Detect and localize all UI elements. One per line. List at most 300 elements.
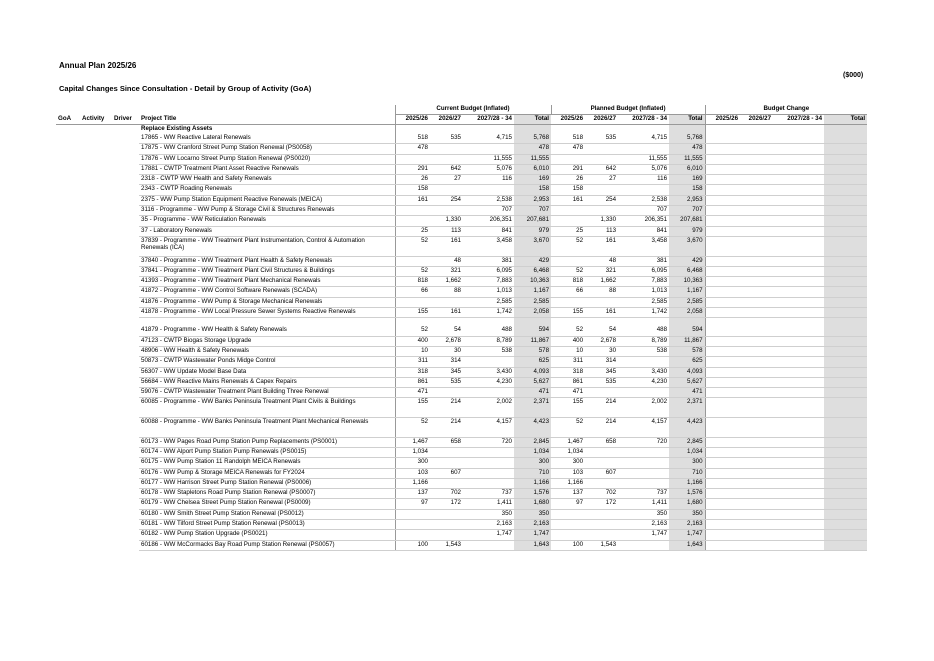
driver-cell (112, 277, 139, 287)
current-y1-cell: 1,166 (395, 478, 430, 488)
change-y1-cell (705, 530, 740, 540)
planned-y1-cell (551, 154, 585, 164)
change-y1-cell (705, 266, 740, 276)
change-y3-cell (773, 308, 824, 318)
change-y2-cell (740, 489, 773, 499)
planned-y3-cell: 6,095 (618, 266, 669, 276)
change-total-cell (824, 175, 867, 185)
report-subtitle: Capital Changes Since Consultation - Detail by Group of Activity (GoA) (59, 84, 312, 93)
change-y1-cell (705, 336, 740, 346)
driver-cell (112, 398, 139, 418)
col-project-title: Project Title (139, 115, 395, 125)
activity-cell (80, 256, 112, 266)
planned-total-cell: 429 (669, 256, 705, 266)
goa-cell (56, 185, 80, 195)
current-y3-cell: 2,163 (463, 519, 514, 529)
planned-total-cell: 2,953 (669, 195, 705, 205)
current-y3-cell: 6,095 (463, 266, 514, 276)
planned-total-cell: 1,034 (669, 447, 705, 457)
current-y1-cell: 25 (395, 226, 430, 236)
current-y2-cell: 1,662 (430, 277, 463, 287)
change-y3-cell (773, 185, 824, 195)
driver-cell (112, 195, 139, 205)
current-y2-cell: 1,330 (430, 216, 463, 226)
current-y2-cell (430, 144, 463, 154)
activity-cell (80, 226, 112, 236)
change-y3-cell (773, 377, 824, 387)
change-y3-cell (773, 164, 824, 174)
current-total-cell: 1,576 (514, 489, 551, 499)
change-y2-cell (740, 437, 773, 447)
activity-cell (80, 277, 112, 287)
planned-y1-cell: 471 (551, 388, 585, 398)
driver-cell (112, 478, 139, 488)
change-y3-cell (773, 154, 824, 164)
planned-y3-cell: 206,351 (618, 216, 669, 226)
change-y2-cell (740, 519, 773, 529)
goa-cell (56, 346, 80, 356)
planned-y1-cell (551, 297, 585, 307)
current-total-cell: 207,681 (514, 216, 551, 226)
change-total-cell (824, 287, 867, 297)
current-y1-cell: 52 (395, 236, 430, 256)
change-y2-cell (740, 367, 773, 377)
current-y3-cell (463, 447, 514, 457)
table-row (56, 519, 867, 529)
table-row (56, 216, 867, 226)
goa-cell (56, 489, 80, 499)
current-y2-cell: 321 (430, 266, 463, 276)
change-y3-cell (773, 357, 824, 367)
change-y3-cell (773, 256, 824, 266)
change-y1-cell (705, 468, 740, 478)
change-y2-cell (740, 277, 773, 287)
driver-cell (112, 540, 139, 550)
current-y1-cell: 818 (395, 277, 430, 287)
activity-cell (80, 175, 112, 185)
change-y2-cell (740, 226, 773, 236)
driver-cell (112, 499, 139, 509)
current-total-cell: 1,166 (514, 478, 551, 488)
current-total-cell: 11,555 (514, 154, 551, 164)
table-row (56, 367, 867, 377)
current-y3-cell: 2,538 (463, 195, 514, 205)
current-y2-cell: 642 (430, 164, 463, 174)
driver-cell (112, 326, 139, 336)
activity-cell (80, 458, 112, 468)
goa-cell (56, 447, 80, 457)
activity-cell (80, 530, 112, 540)
current-y2-cell: 2,678 (430, 336, 463, 346)
table-row (56, 499, 867, 509)
project-title-cell: 2375 - WW Pump Station Equipment Reactive Renewals (MEICA) (139, 195, 395, 205)
planned-total-cell: 594 (669, 326, 705, 336)
activity-cell (80, 236, 112, 256)
planned-y2-cell (585, 297, 618, 307)
current-y1-cell: 471 (395, 388, 430, 398)
current-total-cell: 979 (514, 226, 551, 236)
current-y2-cell (430, 458, 463, 468)
activity-cell (80, 377, 112, 387)
planned-y2-cell: 254 (585, 195, 618, 205)
planned-total-cell: 707 (669, 206, 705, 216)
change-y2-cell (740, 185, 773, 195)
current-y2-cell: 607 (430, 468, 463, 478)
goa-cell (56, 226, 80, 236)
table-row (56, 540, 867, 550)
current-total-cell: 578 (514, 346, 551, 356)
planned-y3-cell (618, 478, 669, 488)
col-activity: Activity (80, 115, 112, 125)
activity-cell (80, 489, 112, 499)
current-total-cell: 2,163 (514, 519, 551, 529)
driver-cell (112, 206, 139, 216)
planned-total-cell: 2,058 (669, 308, 705, 318)
planned-y2-cell: 2,678 (585, 336, 618, 346)
planned-y1-cell (551, 530, 585, 540)
current-y3-cell: 707 (463, 206, 514, 216)
current-y2-cell: 1,543 (430, 540, 463, 550)
table-row (56, 326, 867, 336)
project-title-cell: 17876 - WW Locarno Street Pump Station Renewal (PS0020) (139, 154, 395, 164)
current-total-cell: 11,867 (514, 336, 551, 346)
table-row (56, 509, 867, 519)
change-y3-cell (773, 206, 824, 216)
activity-cell (80, 154, 112, 164)
driver-cell (112, 297, 139, 307)
change-y1-cell (705, 287, 740, 297)
activity-cell (80, 519, 112, 529)
change-y3-cell (773, 418, 824, 438)
driver-cell (112, 266, 139, 276)
planned-y1-cell: 291 (551, 164, 585, 174)
goa-cell (56, 206, 80, 216)
change-y2-cell (740, 175, 773, 185)
planned-total-cell: 1,680 (669, 499, 705, 509)
planned-y1-cell: 1,034 (551, 447, 585, 457)
change-y2-cell (740, 266, 773, 276)
current-total-cell: 5,627 (514, 377, 551, 387)
goa-cell (56, 277, 80, 287)
current-total-cell: 2,371 (514, 398, 551, 418)
planned-y2-cell (585, 530, 618, 540)
current-y3-cell (463, 458, 514, 468)
activity-cell (80, 134, 112, 144)
project-title-cell: 35 - Programme - WW Reticulation Renewals (139, 216, 395, 226)
planned-y3-cell: 116 (618, 175, 669, 185)
current-y1-cell: 478 (395, 144, 430, 154)
current-y3-cell: 1,013 (463, 287, 514, 297)
planned-y2-cell: 27 (585, 175, 618, 185)
planned-y1-cell (551, 509, 585, 519)
current-total-cell: 4,093 (514, 367, 551, 377)
planned-y2-cell (585, 144, 618, 154)
current-y3-cell: 116 (463, 175, 514, 185)
col-change-total: Total (824, 115, 867, 125)
current-y3-cell: 2,585 (463, 297, 514, 307)
planned-y2-cell: 1,543 (585, 540, 618, 550)
planned-y2-cell: 607 (585, 468, 618, 478)
activity-cell (80, 185, 112, 195)
group-header-row (56, 105, 867, 115)
current-y2-cell: 54 (430, 326, 463, 336)
change-total-cell (824, 499, 867, 509)
change-y2-cell (740, 326, 773, 336)
change-y1-cell (705, 226, 740, 236)
planned-y2-cell: 88 (585, 287, 618, 297)
change-y1-cell (705, 308, 740, 318)
change-total-cell (824, 195, 867, 205)
current-y1-cell: 10 (395, 346, 430, 356)
change-y3-cell (773, 336, 824, 346)
planned-y2-cell: 48 (585, 256, 618, 266)
goa-cell (56, 144, 80, 154)
current-y2-cell: 345 (430, 367, 463, 377)
planned-y1-cell: 311 (551, 357, 585, 367)
planned-y3-cell: 1,411 (618, 499, 669, 509)
current-y2-cell: 161 (430, 308, 463, 318)
planned-y3-cell: 2,538 (618, 195, 669, 205)
planned-y1-cell: 100 (551, 540, 585, 550)
driver-cell (112, 236, 139, 256)
goa-cell (56, 236, 80, 256)
current-y2-cell: 214 (430, 398, 463, 418)
current-total-cell: 1,747 (514, 530, 551, 540)
col-current-y1: 2025/26 (395, 115, 430, 125)
activity-cell (80, 206, 112, 216)
planned-y1-cell: 300 (551, 458, 585, 468)
current-total-cell: 2,845 (514, 437, 551, 447)
goa-cell (56, 377, 80, 387)
driver-cell (112, 287, 139, 297)
change-total-cell (824, 509, 867, 519)
planned-y2-cell: 658 (585, 437, 618, 447)
change-y1-cell (705, 499, 740, 509)
goa-cell (56, 468, 80, 478)
change-y3-cell (773, 277, 824, 287)
activity-cell (80, 357, 112, 367)
goa-cell (56, 418, 80, 438)
activity-cell (80, 509, 112, 519)
change-y1-cell (705, 519, 740, 529)
activity-cell (80, 398, 112, 418)
change-total-cell (824, 519, 867, 529)
current-y1-cell (395, 530, 430, 540)
col-change-y1: 2025/26 (705, 115, 740, 125)
change-total-cell (824, 256, 867, 266)
planned-y2-cell: 535 (585, 377, 618, 387)
current-y3-cell: 4,230 (463, 377, 514, 387)
change-y1-cell (705, 489, 740, 499)
planned-total-cell: 1,576 (669, 489, 705, 499)
driver-cell (112, 144, 139, 154)
change-total-cell (824, 277, 867, 287)
current-y1-cell: 1,467 (395, 437, 430, 447)
current-y2-cell: 30 (430, 346, 463, 356)
current-y1-cell (395, 509, 430, 519)
table-row (56, 308, 867, 318)
planned-y1-cell: 52 (551, 418, 585, 438)
current-y1-cell: 52 (395, 418, 430, 438)
planned-total-cell: 169 (669, 175, 705, 185)
planned-total-cell: 4,093 (669, 367, 705, 377)
goa-cell (56, 256, 80, 266)
change-total-cell (824, 398, 867, 418)
table-row (56, 154, 867, 164)
driver-cell (112, 256, 139, 266)
change-y1-cell (705, 206, 740, 216)
driver-cell (112, 418, 139, 438)
planned-total-cell: 1,643 (669, 540, 705, 550)
current-total-cell: 350 (514, 509, 551, 519)
planned-y1-cell: 861 (551, 377, 585, 387)
change-y2-cell (740, 134, 773, 144)
current-y3-cell: 3,458 (463, 236, 514, 256)
driver-cell (112, 164, 139, 174)
table-row (56, 418, 867, 438)
project-title-cell: 17881 - CWTP Treatment Plant Asset Reactive Renewals (139, 164, 395, 174)
change-y2-cell (740, 336, 773, 346)
driver-cell (112, 336, 139, 346)
change-y2-cell (740, 308, 773, 318)
planned-y1-cell: 1,166 (551, 478, 585, 488)
goa-cell (56, 367, 80, 377)
current-y3-cell: 4,715 (463, 134, 514, 144)
current-y2-cell: 214 (430, 418, 463, 438)
planned-total-cell: 1,747 (669, 530, 705, 540)
planned-y1-cell: 25 (551, 226, 585, 236)
change-y3-cell (773, 134, 824, 144)
planned-y1-cell (551, 519, 585, 529)
current-y1-cell: 158 (395, 185, 430, 195)
current-y2-cell: 48 (430, 256, 463, 266)
planned-total-cell: 1,166 (669, 478, 705, 488)
current-y2-cell: 161 (430, 236, 463, 256)
planned-y3-cell: 2,002 (618, 398, 669, 418)
project-title-cell: 37 - Laboratory Renewals (139, 226, 395, 236)
goa-cell (56, 154, 80, 164)
change-y2-cell (740, 447, 773, 457)
change-total-cell (824, 437, 867, 447)
activity-cell (80, 367, 112, 377)
driver-cell (112, 154, 139, 164)
current-y2-cell (430, 478, 463, 488)
current-total-cell: 10,363 (514, 277, 551, 287)
activity-cell (80, 164, 112, 174)
planned-y3-cell (618, 447, 669, 457)
change-y3-cell (773, 468, 824, 478)
current-total-cell: 6,468 (514, 266, 551, 276)
change-y1-cell (705, 478, 740, 488)
current-y3-cell: 488 (463, 326, 514, 336)
current-y1-cell: 97 (395, 499, 430, 509)
change-total-cell (824, 134, 867, 144)
change-y3-cell (773, 266, 824, 276)
change-y2-cell (740, 236, 773, 256)
driver-cell (112, 468, 139, 478)
planned-y2-cell: 214 (585, 398, 618, 418)
project-title-cell: 37841 - Programme - WW Treatment Plant Civil Structures & Buildings (139, 266, 395, 276)
planned-y1-cell: 1,467 (551, 437, 585, 447)
change-y3-cell (773, 297, 824, 307)
change-y2-cell (740, 206, 773, 216)
current-y1-cell: 26 (395, 175, 430, 185)
current-y2-cell: 314 (430, 357, 463, 367)
current-y3-cell (463, 478, 514, 488)
activity-cell (80, 216, 112, 226)
planned-y2-cell: 161 (585, 308, 618, 318)
planned-total-cell: 11,867 (669, 336, 705, 346)
current-y1-cell: 291 (395, 164, 430, 174)
planned-y2-cell (585, 509, 618, 519)
planned-y3-cell: 4,230 (618, 377, 669, 387)
planned-y2-cell (585, 447, 618, 457)
current-total-cell: 710 (514, 468, 551, 478)
driver-cell (112, 447, 139, 457)
change-total-cell (824, 489, 867, 499)
goa-cell (56, 437, 80, 447)
planned-y2-cell: 642 (585, 164, 618, 174)
change-y2-cell (740, 509, 773, 519)
project-title-cell: 56684 - WW Reactive Mains Renewals & Capex Repairs (139, 377, 395, 387)
goa-cell (56, 175, 80, 185)
activity-cell (80, 336, 112, 346)
driver-cell (112, 367, 139, 377)
current-y3-cell: 381 (463, 256, 514, 266)
change-total-cell (824, 236, 867, 256)
col-change-y3: 2027/28 - 34 (773, 115, 824, 125)
activity-cell (80, 308, 112, 318)
table-row (56, 185, 867, 195)
planned-y3-cell: 1,013 (618, 287, 669, 297)
change-y3-cell (773, 236, 824, 256)
driver-cell (112, 509, 139, 519)
current-y3-cell (463, 357, 514, 367)
change-y1-cell (705, 398, 740, 418)
current-y1-cell: 100 (395, 540, 430, 550)
change-y1-cell (705, 195, 740, 205)
current-y2-cell (430, 509, 463, 519)
activity-cell (80, 144, 112, 154)
table-row (56, 226, 867, 236)
change-total-cell (824, 478, 867, 488)
change-y3-cell (773, 398, 824, 418)
current-y3-cell: 841 (463, 226, 514, 236)
planned-y2-cell (585, 185, 618, 195)
project-title-cell: 60085 - Programme - WW Banks Peninsula Treatment Plant Civils & Buildings (139, 398, 395, 418)
driver-cell (112, 437, 139, 447)
planned-y3-cell: 11,555 (618, 154, 669, 164)
current-y3-cell (463, 468, 514, 478)
change-y3-cell (773, 326, 824, 336)
current-y2-cell: 535 (430, 377, 463, 387)
table-row (56, 447, 867, 457)
planned-y3-cell: 3,458 (618, 236, 669, 256)
col-planned-y3: 2027/28 - 34 (618, 115, 669, 125)
current-total-cell: 169 (514, 175, 551, 185)
driver-cell (112, 308, 139, 318)
goa-cell (56, 540, 80, 550)
current-y3-cell: 11,555 (463, 154, 514, 164)
goa-cell (56, 388, 80, 398)
change-y3-cell (773, 447, 824, 457)
current-y1-cell: 155 (395, 308, 430, 318)
planned-y3-cell: 350 (618, 509, 669, 519)
planned-y3-cell (618, 468, 669, 478)
activity-cell (80, 297, 112, 307)
goa-cell (56, 326, 80, 336)
current-y3-cell: 7,883 (463, 277, 514, 287)
